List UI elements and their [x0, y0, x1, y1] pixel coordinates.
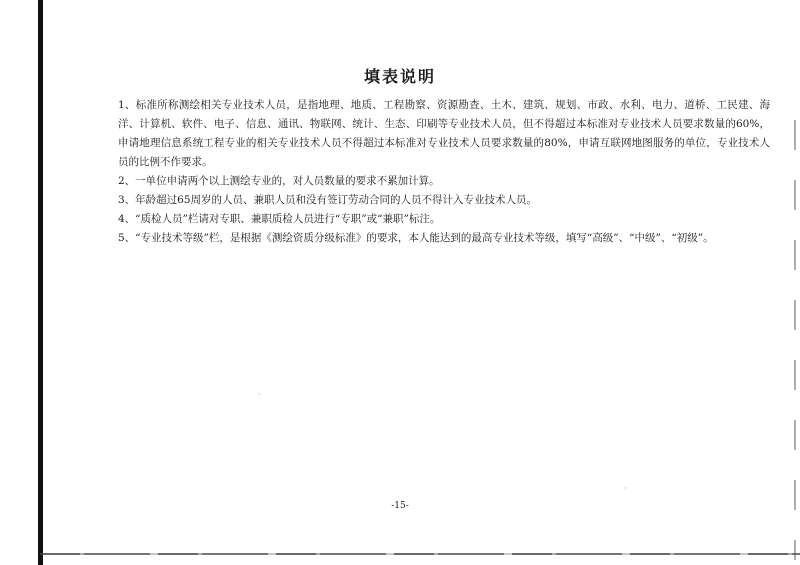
instruction-item-3: 3、年龄超过65周岁的人员、兼职人员和没有签订劳动合同的人员不得计入专业技术人员。 [118, 194, 538, 206]
instruction-item-2: 2、一单位申请两个以上测绘专业的，对人员数量的要求不累加计算。 [118, 175, 440, 187]
scan-speck: · [624, 484, 627, 493]
scan-speck: · [258, 390, 261, 399]
document-title: 填表说明 [363, 67, 436, 86]
instruction-item-5: 5、“专业技术等级”栏，是根据《测绘资质分级标准》的要求，本人能达到的最高专业技术等级，填写“高级”、“中级”、“初级”。 [118, 232, 714, 244]
scan-right-border [794, 120, 796, 560]
scan-bottom-border [40, 553, 800, 555]
instructions-body [118, 96, 770, 248]
instruction-item-4: 4、“质检人员”栏请对专职、兼职质检人员进行“专职”或“兼职”标注。 [118, 213, 441, 225]
page-number: -15- [391, 501, 409, 511]
instruction-item-1: 1、标准所称测绘相关专业技术人员，是指地理、地质、工程勘察、资源勘查、土木、建筑、规划、市政、水利、电力、道桥、工民建、海洋、计算机、软件、电子、信息、通讯、物联网、统计、生态、印刷等专业技术人员，但不得超过本标准对专业技术人员要求数量的60%，申请地理信息系统工程专业的相关专业技术人员不得超过本标准对专业技术人员要求数量的80%，申请互联网地图服务的单位，专业技术人员的比例不作要求。 [118, 99, 770, 168]
